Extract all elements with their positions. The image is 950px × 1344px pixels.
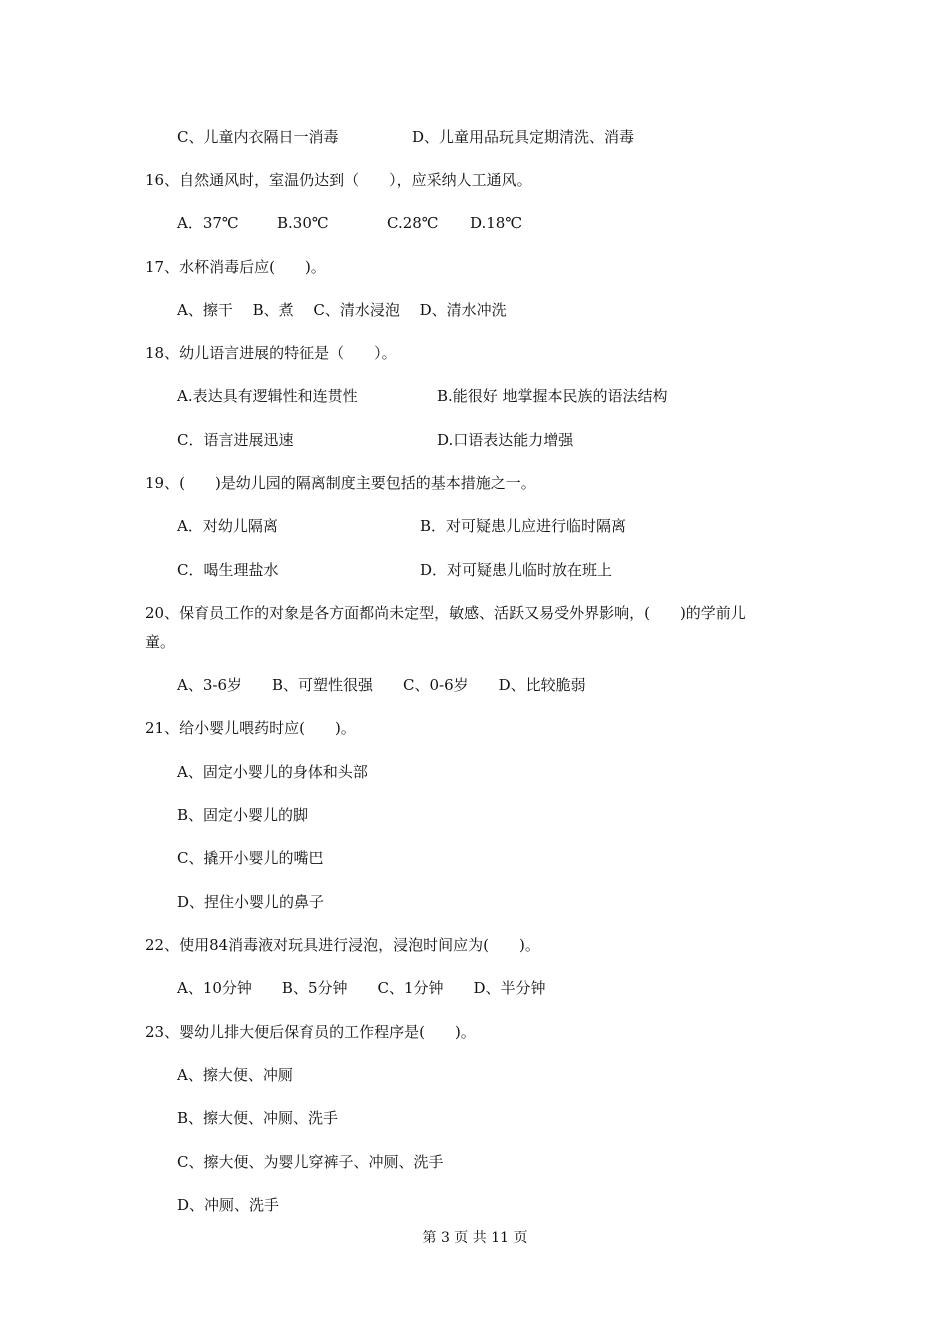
q21-option-c: C、撬开小婴儿的嘴巴 [177,849,324,867]
q18-option-c: C．语言进展迅速 [177,431,294,449]
q23-option-b: B、擦大便、冲厕、洗手 [177,1109,339,1127]
q18-option-b: B.能很好 地掌握本民族的语法结构 [437,387,668,405]
q16-option-d: D.18℃ [470,214,523,232]
q23-option-a: A、擦大便、冲厕 [177,1066,293,1084]
q19-option-d: D．对可疑患儿临时放在班上 [420,561,613,579]
q16-option-a: A．37℃ [177,214,239,232]
q21-option-d: D、捏住小婴儿的鼻子 [177,893,325,911]
question-18: 18、幼儿语言进展的特征是（ ）。 [145,344,397,362]
question-16: 16、自然通风时，室温仍达到（ ），应采纳人工通风。 [145,171,532,189]
question-20-line-2: 童。 [145,633,176,651]
q23-option-c: C、擦大便、为婴儿穿裤子、冲厕、洗手 [177,1153,444,1171]
q16-option-c: C.28℃ [387,214,439,232]
question-19: 19、( )是幼儿园的隔离制度主要包括的基本措施之一。 [145,474,536,492]
q21-option-b: B、固定小婴儿的脚 [177,806,309,824]
question-23: 23、婴幼儿排大便后保育员的工作程序是( )。 [145,1023,476,1041]
question-17: 17、水杯消毒后应( )。 [145,258,326,276]
q23-option-d: D、冲厕、洗手 [177,1196,280,1214]
question-20-line-1: 20、保育员工作的对象是各方面都尚未定型，敏感、活跃又易受外界影响，( )的学前儿 [145,604,746,622]
q21-option-a: A、固定小婴儿的身体和头部 [177,763,368,781]
q19-option-b: B．对可疑患儿应进行临时隔离 [420,517,627,535]
question-22: 22、使用84消毒液对玩具进行浸泡，浸泡时间应为( )。 [145,936,540,954]
q22-options: A、10分钟 B、5分钟 C、1分钟 D、半分钟 [177,979,546,997]
question-21: 21、给小婴儿喂药时应( )。 [145,719,356,737]
q19-option-a: A．对幼儿隔离 [177,517,278,535]
q15-option-d: D、儿童用品玩具定期清洗、消毒 [412,128,635,146]
page-footer: 第 3 页 共 11 页 [422,1230,528,1246]
q15-option-c: C、儿童内衣隔日一消毒 [177,128,339,146]
q18-option-d: D.口语表达能力增强 [437,431,574,449]
q20-options: A、3-6岁 B、可塑性很强 C、0-6岁 D、比较脆弱 [177,676,586,694]
q17-options: A、擦干 B、煮 C、清水浸泡 D、清水冲洗 [177,301,507,319]
q16-option-b: B.30℃ [277,214,329,232]
q19-option-c: C．喝生理盐水 [177,561,279,579]
q18-option-a: A.表达具有逻辑性和连贯性 [177,387,358,405]
